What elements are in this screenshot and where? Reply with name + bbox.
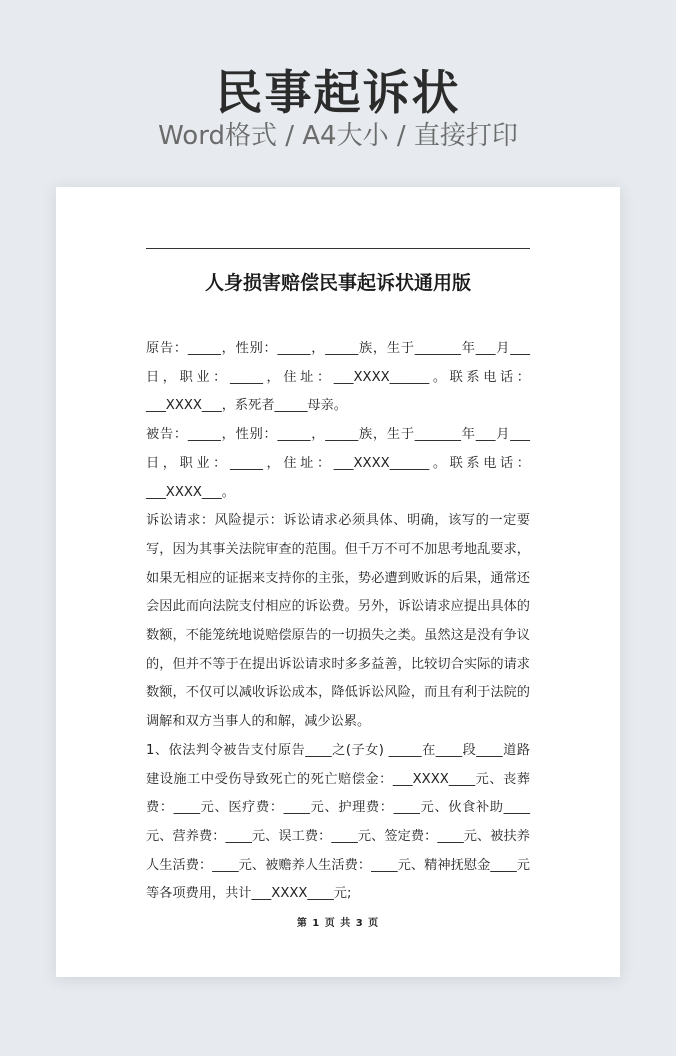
defendant-paragraph: 被告：_____，性别：_____，_____族，生于_______年___月___日，职业：_____，住址：___XXXX______。联系电话：___XXXX___。	[146, 427, 530, 500]
header-rule	[146, 248, 530, 249]
document-body	[146, 335, 530, 909]
page-indicator: 第 1 页 共 3 页	[296, 918, 380, 929]
claim-item-1-paragraph: 1、依法判令被告支付原告____之(子女) _____在____段____道路建设施工中受伤导致死亡的死亡赔偿金：___XXXX____元、丧葬费：____元、医疗费：____元、护理费：____元、伙食补助____元、营养费：____元、误工费：____元、签定费：____元、被扶养人生活费：____元、被赡养人生活费：____元、精神抚慰金____元等各项费用，共计___XXXX____元;	[146, 742, 530, 902]
promo-subtitle: Word格式 / A4大小 / 直接打印	[158, 121, 518, 151]
claims-paragraph: 诉讼请求：风险提示：诉讼请求必须具体、明确，该写的一定要写，因为其事关法院审查的范围。但千万不可不加思考地乱要求，如果无相应的证据来支持你的主张，势必遭到败诉的后果，通常还会因此而向法院支付相应的诉讼费。另外，诉讼请求应提出具体的数额，不能笼统地说赔偿原告的一切损失之类。虽然这是没有争议的，但并不等于在提出诉讼请求时多多益善，比较切合实际的请求数额，不仅可以减收诉讼成本，降低诉讼风险，而且有利于法院的调解和双方当事人的和解，减少讼累。	[146, 513, 530, 730]
document-title: 人身损害赔偿民事起诉状通用版	[204, 272, 471, 294]
plaintiff-paragraph: 原告：_____，性别：_____，_____族，生于_______年___月___日，职业：_____，住址：___XXXX______。联系电话：___XXXX___，系死者_____母亲。	[146, 341, 530, 414]
document-page	[56, 187, 620, 977]
promo-title: 民事起诉状	[215, 66, 461, 121]
